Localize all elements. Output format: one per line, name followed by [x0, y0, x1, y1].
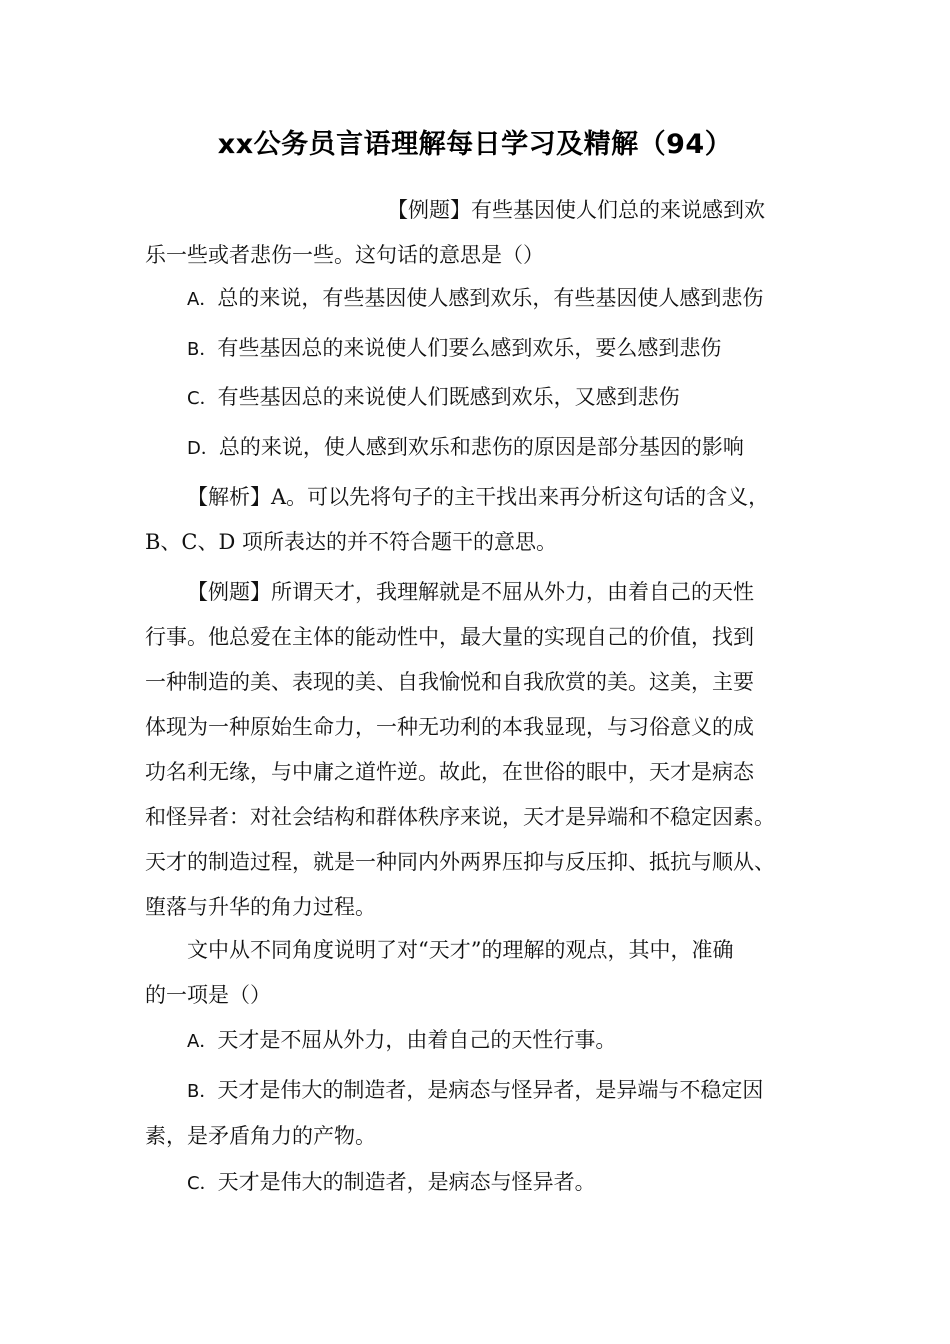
document-title: xx公务员言语理解每日学习及精解（94）	[217, 129, 733, 160]
q1-analysis-line2: B、C、D 项所表达的并不符合题干的意思。	[145, 530, 558, 554]
q2-passage-line: 体现为一种原始生命力，一种无功利的本我显现，与习俗意义的成	[145, 715, 754, 739]
option-label: D．	[187, 438, 219, 459]
q2-passage-line: 天才的制造过程，就是一种同内外两界压抑与反压抑、抵抗与顺从、	[145, 850, 775, 874]
option-label: A．	[187, 1031, 218, 1052]
option-text-continued: 素，是矛盾角力的产物。	[145, 1124, 376, 1148]
q2-passage-line: 行事。他总爱在主体的能动性中，最大量的实现自己的价值，找到	[145, 625, 754, 649]
option-text: 有些基因总的来说使人们要么感到欢乐，要么感到悲伤	[217, 336, 722, 360]
option-text: 天才是伟大的制造者，是病态与怪异者。	[217, 1170, 596, 1194]
q2-option-c	[145, 1160, 825, 1206]
q1-option-c	[145, 375, 825, 421]
option-label: A．	[187, 289, 218, 310]
q2-option-a	[145, 1018, 825, 1064]
option-label: B．	[187, 339, 218, 360]
q2-passage-line: 【例题】所谓天才，我理解就是不屈从外力，由着自己的天性	[187, 580, 754, 604]
option-label: C．	[187, 388, 218, 409]
option-label: B．	[187, 1081, 218, 1102]
option-text: 总的来说，有些基因使人感到欢乐，有些基因使人感到悲伤	[217, 286, 764, 310]
q2-passage-line: 功名利无缘，与中庸之道忤逆。故此，在世俗的眼中，天才是病态	[145, 760, 754, 784]
q2-passage-line: 堕落与升华的角力过程。	[145, 895, 376, 919]
q2-passage-line: 一种制造的美、表现的美、自我愉悦和自我欣赏的美。这美，主要	[145, 670, 754, 694]
option-text: 天才是不屈从外力，由着自己的天性行事。	[217, 1028, 617, 1052]
q2-option-b	[145, 1068, 825, 1159]
q1-option-a	[145, 276, 825, 322]
q2-question-line1: 文中从不同角度说明了对“天才”的理解的观点，其中，准确	[187, 938, 734, 962]
q1-stem	[145, 188, 825, 278]
q2-question-line2: 的一项是（）	[145, 983, 271, 1007]
q2-question	[145, 928, 825, 1018]
option-label: C．	[187, 1173, 218, 1194]
q1-analysis-line1: 【解析】A。可以先将句子的主干找出来再分析这句话的含义，	[187, 485, 770, 509]
q1-stem-line2: 乐一些或者悲伤一些。这句话的意思是（）	[145, 243, 544, 267]
option-text: 有些基因总的来说使人们既感到欢乐，又感到悲伤	[217, 385, 680, 409]
q2-passage	[145, 570, 825, 930]
q1-option-b	[145, 326, 825, 372]
q1-stem-line1: 【例题】有些基因使人们总的来说感到欢	[387, 198, 765, 222]
q1-option-d	[145, 425, 825, 471]
option-text: 总的来说，使人感到欢乐和悲伤的原因是部分基因的影响	[218, 435, 744, 459]
q2-passage-line: 和怪异者：对社会结构和群体秩序来说，天才是异端和不稳定因素。	[145, 805, 775, 829]
option-text: 天才是伟大的制造者，是病态与怪异者，是异端与不稳定因	[217, 1078, 764, 1102]
q1-analysis	[145, 475, 825, 565]
